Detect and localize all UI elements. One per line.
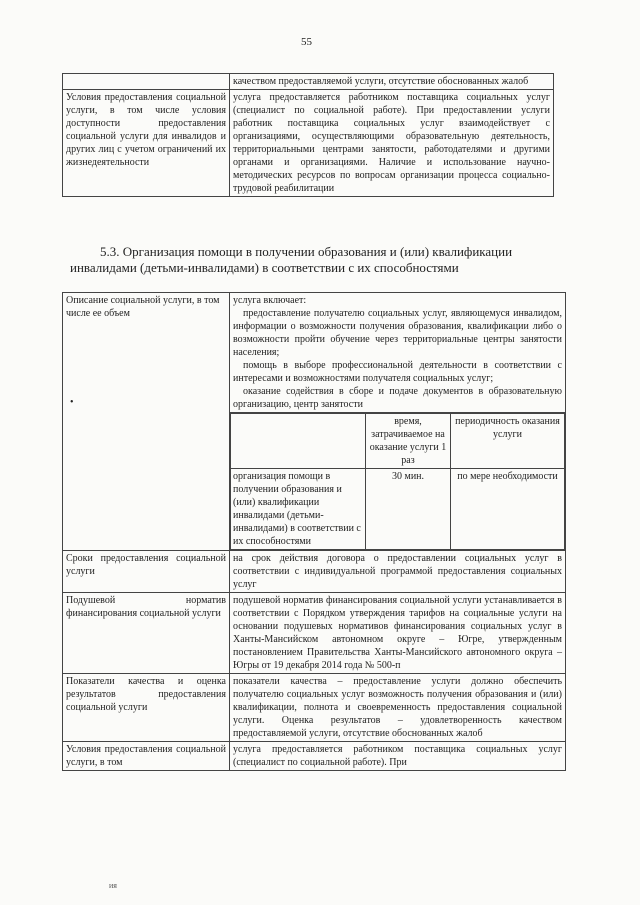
table-cell: организация помощи в получении образования и (или) квалификации инвалидами (детьми-инвалидами) в соответствии с их способностями xyxy=(231,469,366,550)
table-row xyxy=(63,74,554,90)
table-cell: Описание социальной услуги, в том числе ее объем xyxy=(63,293,230,551)
table-cell: услуга предоставляется работником поставщика социальных услуг (специалист по социальной работе). При предоставлении услуги работник поставщика социальных услуг взаимодействует с организациями, осуществляющими образовательную деятельность, территориальными центрами занятости, работодателями и другими органами и организациями. Наличие и использование научно-методических ресурсов по вопросам организации процесса социально-трудовой реабилитации xyxy=(230,90,554,197)
desc-intro: услуга включает: xyxy=(233,295,307,306)
table-cell: подушевой норматив финансирования социальной услуги устанавливается в соответствии с Порядком утверждения тарифов на социальные услуги на основании подушевых нормативов финансирования социальных услуг в Ханты-Мансийском автономном округе – Югре, утвержденным постановлением Правительства Ханты-Мансийского автономного округа – Югры от 19 декабря 2014 года № 500-п xyxy=(230,593,566,674)
desc-item: оказание содействия в сборе и подаче документов в образовательную организацию, центр занятости xyxy=(233,386,562,410)
desc-item: предоставление получателю социальных услуг, являющемуся инвалидом, информации о возможности получения образования, квалификации либо о возможности пройти обучение через территориальные центры занятости населения; xyxy=(233,308,562,358)
table-cell: Сроки предоставления социальной услуги xyxy=(63,551,230,593)
table-row xyxy=(231,469,565,550)
page-number: 55 xyxy=(301,36,312,48)
table-row xyxy=(63,293,566,413)
table-cell: Условия предоставления социальной услуги, в том xyxy=(63,742,230,771)
table-row xyxy=(231,414,565,469)
table-row xyxy=(63,593,566,674)
desc-item: помощь в выборе профессиональной деятельности в соответствии с интересами и возможностями получателя социальных услуг; xyxy=(233,360,562,384)
table-cell: по мере необходимости xyxy=(451,469,565,550)
table-cell xyxy=(231,414,366,469)
column-header: периодичность оказания услуги xyxy=(451,414,565,469)
service-table xyxy=(62,292,566,771)
table-cell xyxy=(230,293,566,413)
table-cell xyxy=(63,74,230,90)
section-heading xyxy=(70,244,562,276)
table-cell xyxy=(230,413,566,551)
table-cell: Подушевой норматив финансирования социальной услуги xyxy=(63,593,230,674)
table-row xyxy=(63,90,554,197)
table-cell: Показатели качества и оценка результатов предоставления социальной услуги xyxy=(63,674,230,742)
continued-table xyxy=(62,73,554,197)
table-cell: 30 мин. xyxy=(366,469,451,550)
column-header: время, затрачиваемое на оказание услуги 1 раз xyxy=(366,414,451,469)
section-heading-line: 5.3. Организация помощи в получении образования и (или) квалификации xyxy=(100,244,513,259)
table-row xyxy=(63,551,566,593)
table-cell: услуга предоставляется работником поставщика социальных услуг (специалист по социальной работе). При xyxy=(230,742,566,771)
table-cell: на срок действия договора о предоставлении социальных услуг в соответствии с индивидуальной программой предоставления социальных услуг xyxy=(230,551,566,593)
footer-mark: ия xyxy=(109,881,117,890)
table-cell: Условия предоставления социальной услуги, в том числе условия доступности предоставления социальной услуги для инвалидов и других лиц с учетом ограничений их жизнедеятельности xyxy=(63,90,230,197)
table-row xyxy=(63,742,566,771)
table-cell: показатели качества – предоставление услуги должно обеспечить получателю социальных услуг возможность получения образования и (или) квалификации, полнота и своевременность предоставления социальной услуги. Оценка результатов – удовлетворенность качеством предоставляемой услуги, отсутствие обоснованных жалоб xyxy=(230,674,566,742)
section-heading-line: инвалидами (детьми-инвалидами) в соответствии с их способностями xyxy=(70,260,459,275)
bullet-mark: • xyxy=(70,397,74,408)
table-cell: качеством предоставляемой услуги, отсутствие обоснованных жалоб xyxy=(230,74,554,90)
table-row xyxy=(63,674,566,742)
volume-table xyxy=(230,413,565,550)
